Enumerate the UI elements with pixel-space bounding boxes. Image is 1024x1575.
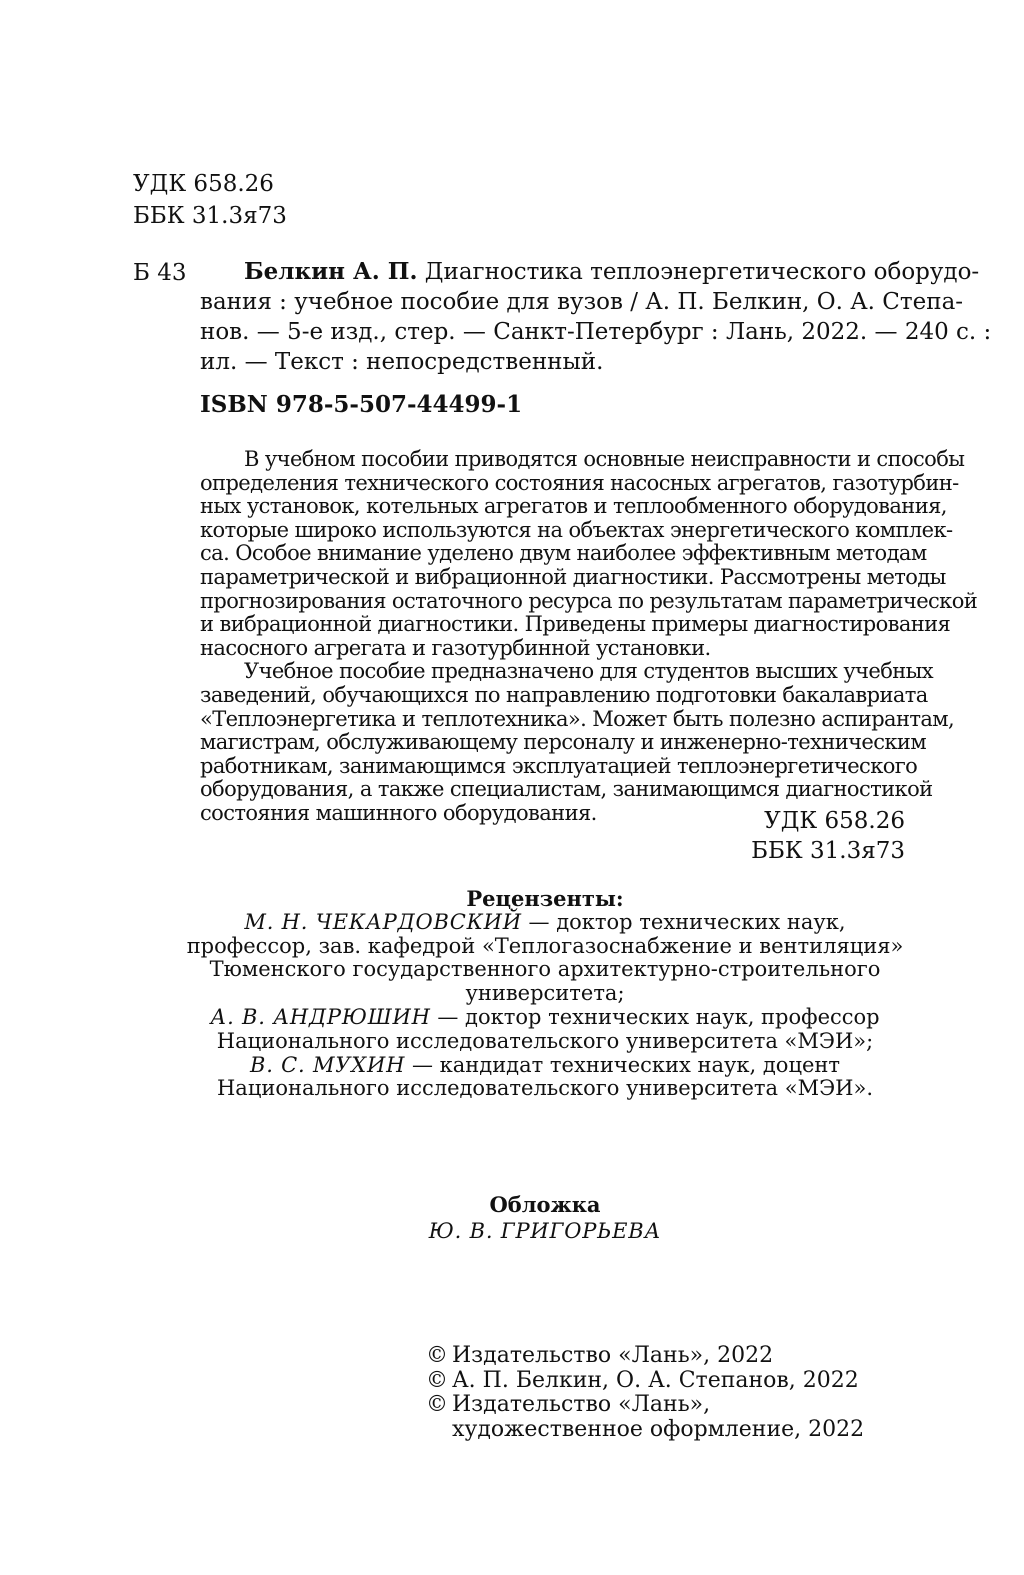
bibliographic-record bbox=[200, 257, 992, 377]
biblio-line: нов. — 5-е изд., стер. — Санкт-Петербург : Лань, 2022. — 240 с. : bbox=[200, 319, 992, 345]
udk-code: УДК 658.26 bbox=[133, 171, 274, 197]
reviewer-credentials: — доктор технических наук, профессор bbox=[430, 1004, 880, 1029]
copyright-text: А. П. Белкин, О. А. Степанов, 2022 bbox=[452, 1367, 859, 1393]
reviewer-line: университета; bbox=[465, 981, 625, 1006]
abstract-line: работникам, занимающимся эксплуатацией теплоэнергетического bbox=[200, 753, 918, 778]
abstract-line: насосного агрегата и газотурбинной установки. bbox=[200, 635, 711, 660]
biblio-line: вания : учебное пособие для вузов / А. П. Белкин, О. А. Степа- bbox=[200, 289, 964, 315]
cover-designer: Ю. В. ГРИГОРЬЕВА bbox=[428, 1219, 662, 1243]
abstract-line: Учебное пособие предназначено для студентов высших учебных bbox=[244, 659, 934, 684]
cover-credit bbox=[140, 1192, 950, 1244]
reviewer-line bbox=[140, 911, 950, 935]
copyright-line bbox=[426, 1369, 864, 1394]
isbn: ISBN 978-5-507-44499-1 bbox=[200, 391, 523, 418]
abstract-line: определения технического состояния насосных агрегатов, газотурбин- bbox=[200, 470, 959, 495]
abstract-line: В учебном пособии приводятся основные неисправности и способы bbox=[244, 447, 965, 471]
cover-heading: Обложка bbox=[489, 1192, 601, 1217]
copyright-icon: © bbox=[426, 1392, 448, 1417]
classification-codes-bottom bbox=[751, 806, 905, 866]
copyright-line bbox=[426, 1344, 864, 1369]
reviewer-line: Национального исследовательского университета «МЭИ». bbox=[216, 1076, 873, 1101]
abstract-line: ных установок, котельных агрегатов и теплообменного оборудования, bbox=[200, 494, 947, 519]
bbk-code: ББК 31.3я73 bbox=[133, 203, 287, 229]
copyright-line bbox=[426, 1393, 864, 1418]
reviewer-name: В. С. МУХИН bbox=[250, 1052, 406, 1077]
reviewer-line bbox=[140, 1054, 950, 1078]
abstract bbox=[200, 447, 978, 826]
abstract-line: состояния машинного оборудования. bbox=[200, 800, 597, 825]
reviewer-line: Национального исследовательского университета «МЭИ»; bbox=[216, 1028, 874, 1053]
abstract-line: заведений, обучающихся по направлению подготовки бакалавриата bbox=[200, 682, 928, 707]
abstract-line: и вибрационной диагностики. Приведены примеры диагностирования bbox=[200, 612, 951, 637]
copyright-text: Издательство «Лань», 2022 bbox=[452, 1343, 774, 1368]
reviewer-line: Тюменского государственного архитектурно-строительного bbox=[209, 957, 881, 982]
copyright-line: художественное оформление, 2022 bbox=[452, 1416, 865, 1442]
reviewer-name: М. Н. ЧЕКАРДОВСКИЙ bbox=[244, 909, 522, 934]
copyright-text: Издательство «Лань», bbox=[452, 1392, 711, 1417]
copyright-block bbox=[426, 1344, 864, 1442]
abstract-line: оборудования, а также специалистам, занимающимся диагностикой bbox=[200, 777, 933, 802]
reviewer-line: профессор, зав. кафедрой «Теплогазоснабжение и вентиляция» bbox=[186, 933, 904, 958]
abstract-line: «Теплоэнергетика и теплотехника». Может быть полезно аспирантам, bbox=[200, 706, 955, 731]
reviewer-line bbox=[140, 1006, 950, 1030]
udk-code: УДК 658.26 bbox=[764, 808, 905, 834]
reviewers-heading: Рецензенты: bbox=[466, 886, 624, 911]
biblio-line: ил. — Текст : непосредственный. bbox=[200, 349, 604, 375]
abstract-line: параметрической и вибрационной диагностики. Рассмотрены методы bbox=[200, 564, 946, 589]
copyright-icon: © bbox=[426, 1367, 448, 1393]
reviewer-credentials: — кандидат технических наук, доцент bbox=[405, 1052, 840, 1077]
author-name: Белкин А. П. bbox=[244, 258, 418, 285]
copyright-icon: © bbox=[426, 1343, 448, 1368]
author-mark: Б 43 bbox=[133, 260, 187, 286]
abstract-line: которые широко используются на объектах энергетического комплек- bbox=[200, 517, 953, 542]
reviewer-credentials: — доктор технических наук, bbox=[521, 909, 846, 934]
reviewers-block bbox=[140, 887, 950, 1101]
biblio-line bbox=[200, 257, 980, 287]
biblio-title: Диагностика теплоэнергетического оборудо- bbox=[417, 259, 980, 285]
classification-codes-top bbox=[133, 168, 287, 232]
abstract-line: са. Особое внимание уделено двум наиболее эффективным методам bbox=[200, 541, 927, 566]
abstract-line: магистрам, обслуживающему персоналу и инженерно-техническим bbox=[200, 730, 927, 755]
reviewer-name: А. В. АНДРЮШИН bbox=[210, 1004, 431, 1029]
bbk-code: ББК 31.3я73 bbox=[751, 838, 905, 864]
abstract-line: прогнозирования остаточного ресурса по результатам параметрической bbox=[200, 588, 978, 613]
